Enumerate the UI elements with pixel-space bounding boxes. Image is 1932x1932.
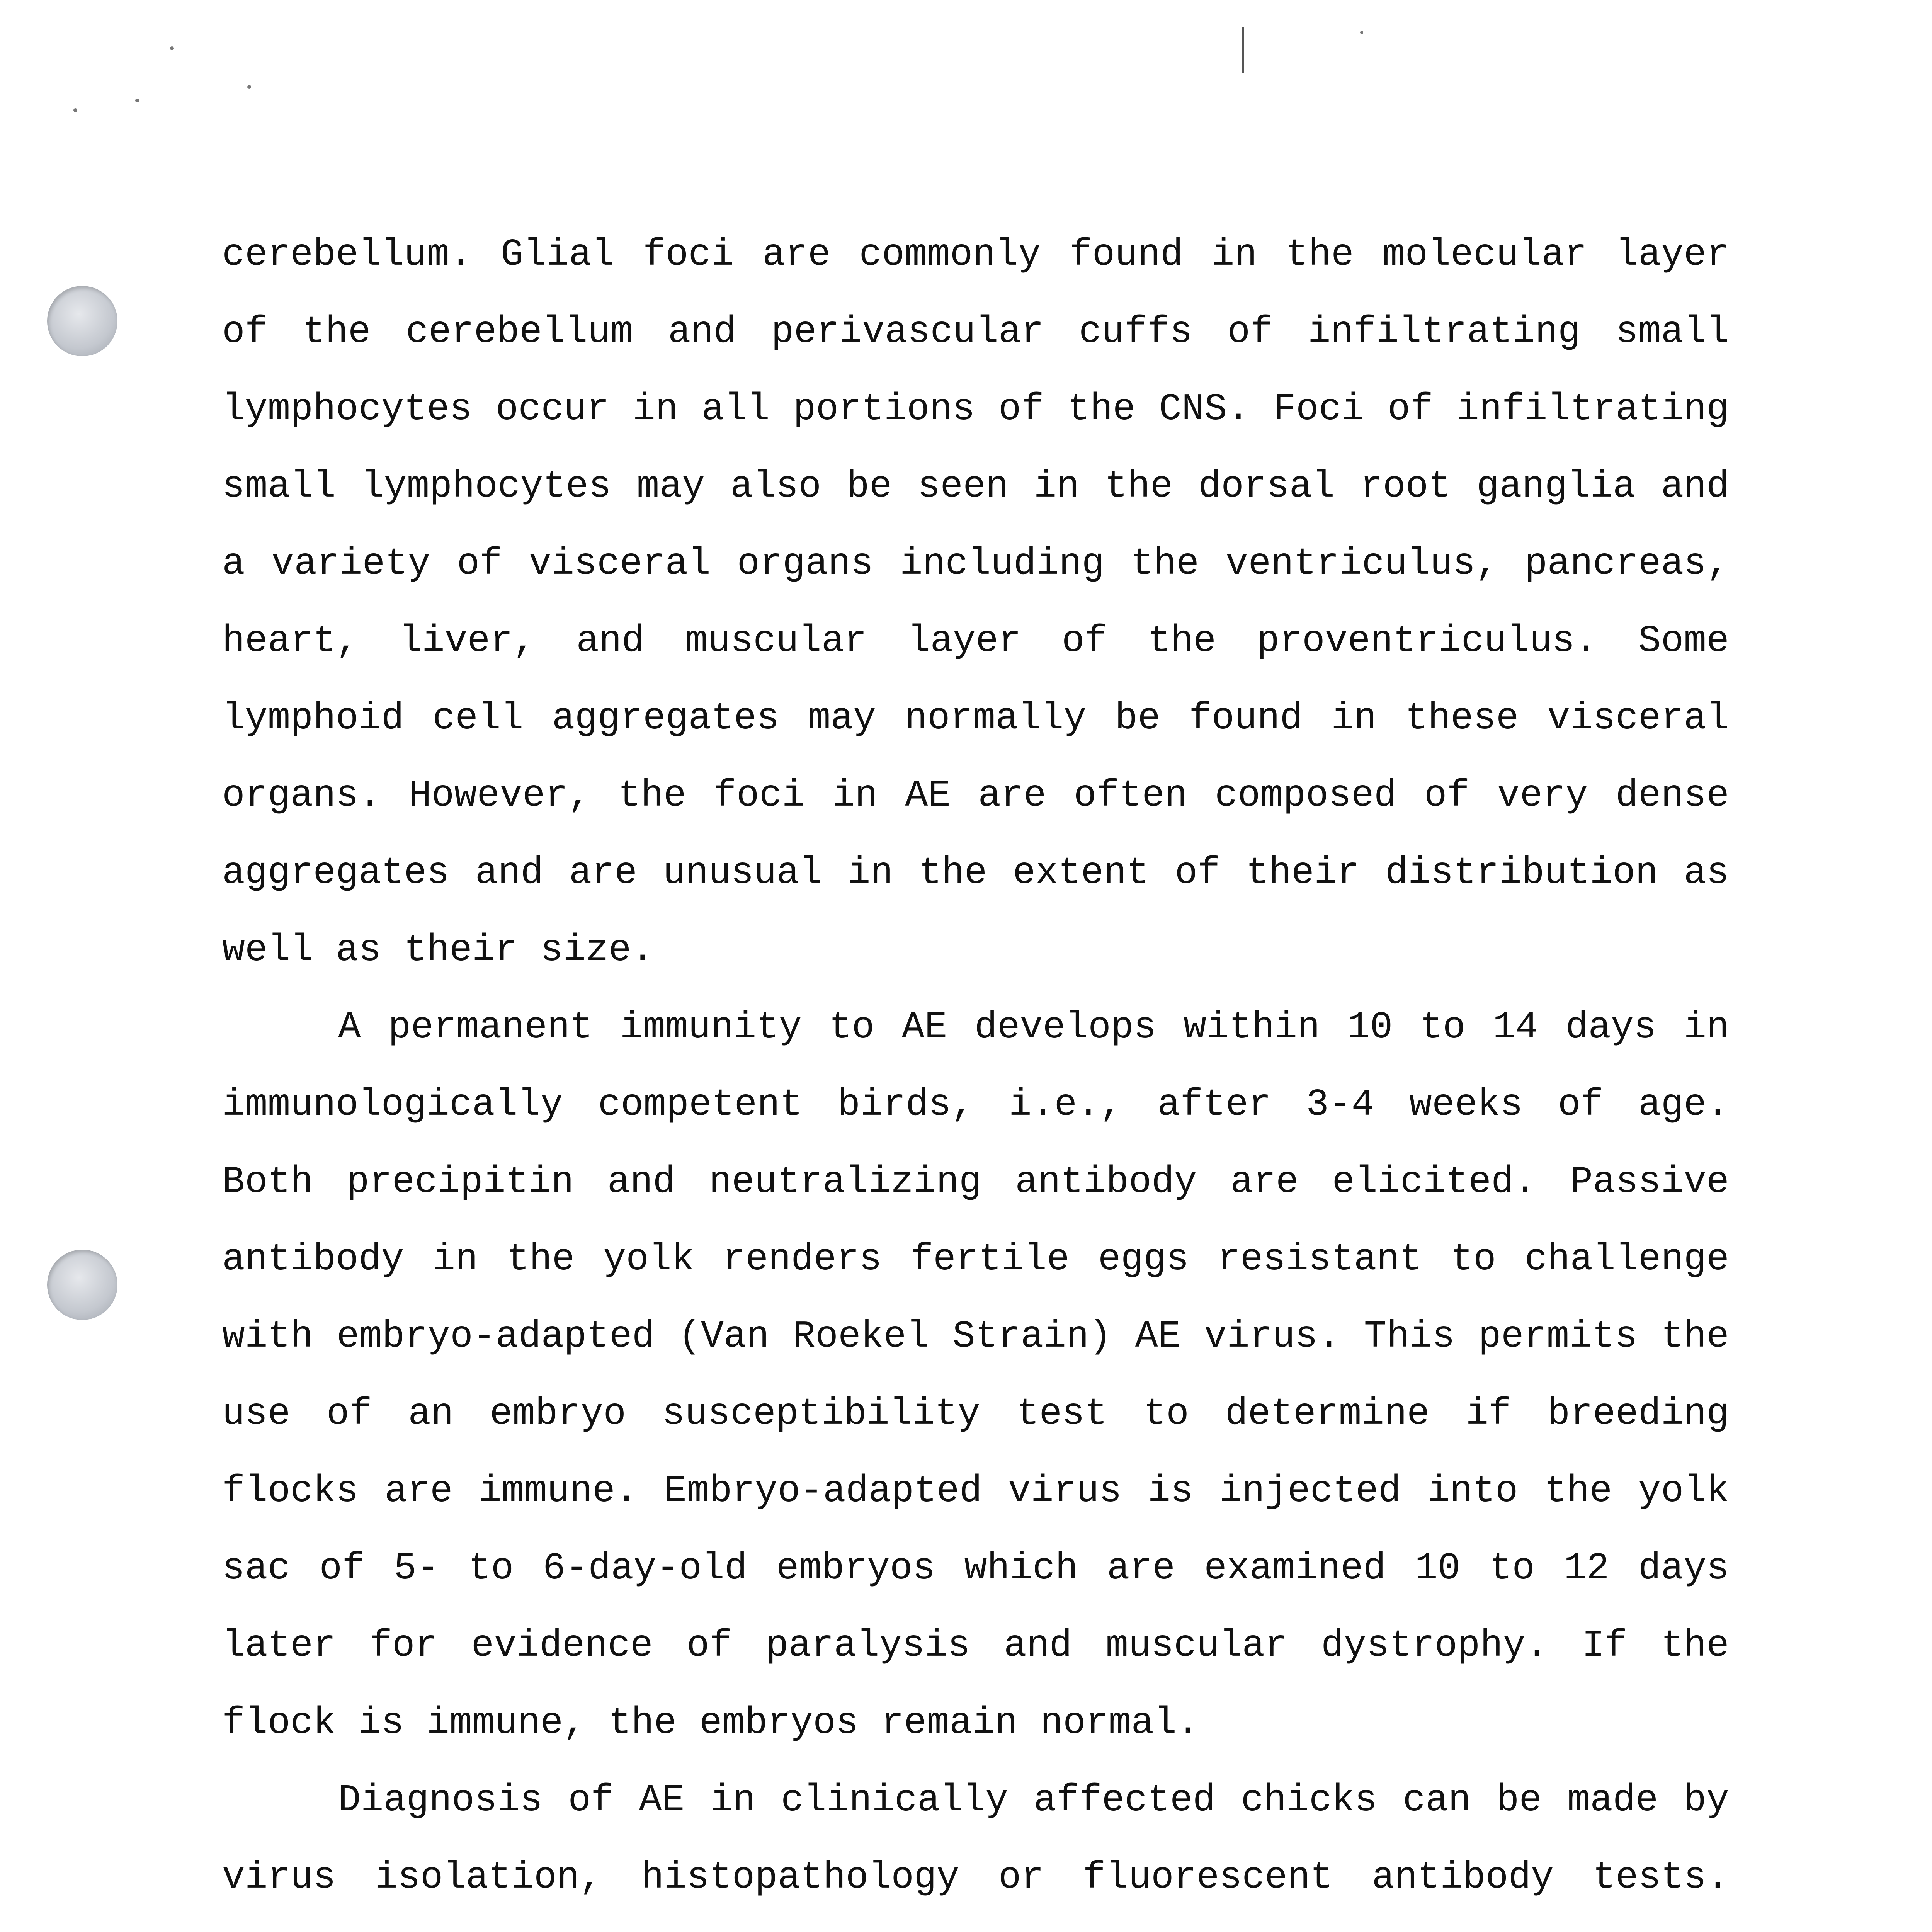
text-line: lymphoid cell aggregates may normally be found in these visceral xyxy=(222,697,1729,740)
text-line: flock is immune, the embryos remain normal. xyxy=(222,1702,1199,1745)
text-line: flocks are immune. Embryo-adapted virus is injected into the yolk xyxy=(222,1470,1729,1513)
body-text xyxy=(222,216,1729,1932)
scan-artifact xyxy=(135,99,139,102)
text-line xyxy=(222,1917,1729,1932)
text-line: heart, liver, and muscular layer of the proventriculus. Some xyxy=(222,620,1729,663)
paragraph-3 xyxy=(222,1762,1729,1932)
scan-artifact xyxy=(170,46,174,50)
text-line: lymphocytes occur in all portions of the CNS. Foci of infiltrating xyxy=(222,388,1729,431)
scan-artifact xyxy=(247,85,251,89)
text-line: use of an embryo susceptibility test to determine if breeding xyxy=(222,1393,1729,1435)
paragraph-2 xyxy=(222,989,1729,1762)
text-line: Diagnosis of AE in clinically affected chicks can be made by xyxy=(338,1779,1729,1822)
text-line: A permanent immunity to AE develops within 10 to 14 days in xyxy=(338,1006,1729,1049)
paragraph-1 xyxy=(222,216,1729,989)
text-line: a variety of visceral organs including the ventriculus, pancreas, xyxy=(222,543,1729,585)
text-line: antibody in the yolk renders fertile eggs resistant to challenge xyxy=(222,1238,1729,1281)
text-line: sac of 5- to 6-day-old embryos which are examined 10 to 12 days xyxy=(222,1547,1729,1590)
text-line: aggregates and are unusual in the extent of their distribution as xyxy=(222,852,1729,895)
text-line: with embryo-adapted (Van Roekel Strain) AE virus. This permits the xyxy=(222,1315,1729,1358)
punch-hole xyxy=(47,286,117,356)
text-line: later for evidence of paralysis and muscular dystrophy. If the xyxy=(222,1624,1729,1667)
text-line: small lymphocytes may also be seen in the dorsal root ganglia and xyxy=(222,465,1729,508)
text-line: immunologically competent birds, i.e., after 3-4 weeks of age. xyxy=(222,1083,1729,1126)
scan-artifact xyxy=(73,108,77,112)
scan-artifact xyxy=(1242,27,1244,73)
punch-hole xyxy=(47,1250,117,1320)
text-line: Both precipitin and neutralizing antibody are elicited. Passive xyxy=(222,1161,1729,1204)
text-line: well as their size. xyxy=(222,929,654,972)
text-line: virus isolation, histopathology or fluorescent antibody tests. xyxy=(222,1856,1729,1899)
text-line: cerebellum. Glial foci are commonly found in the molecular layer xyxy=(222,233,1729,276)
text-line: of the cerebellum and perivascular cuffs of infiltrating small xyxy=(222,311,1729,354)
text-line: organs. However, the foci in AE are often composed of very dense xyxy=(222,774,1729,817)
scan-artifact xyxy=(1360,31,1363,34)
